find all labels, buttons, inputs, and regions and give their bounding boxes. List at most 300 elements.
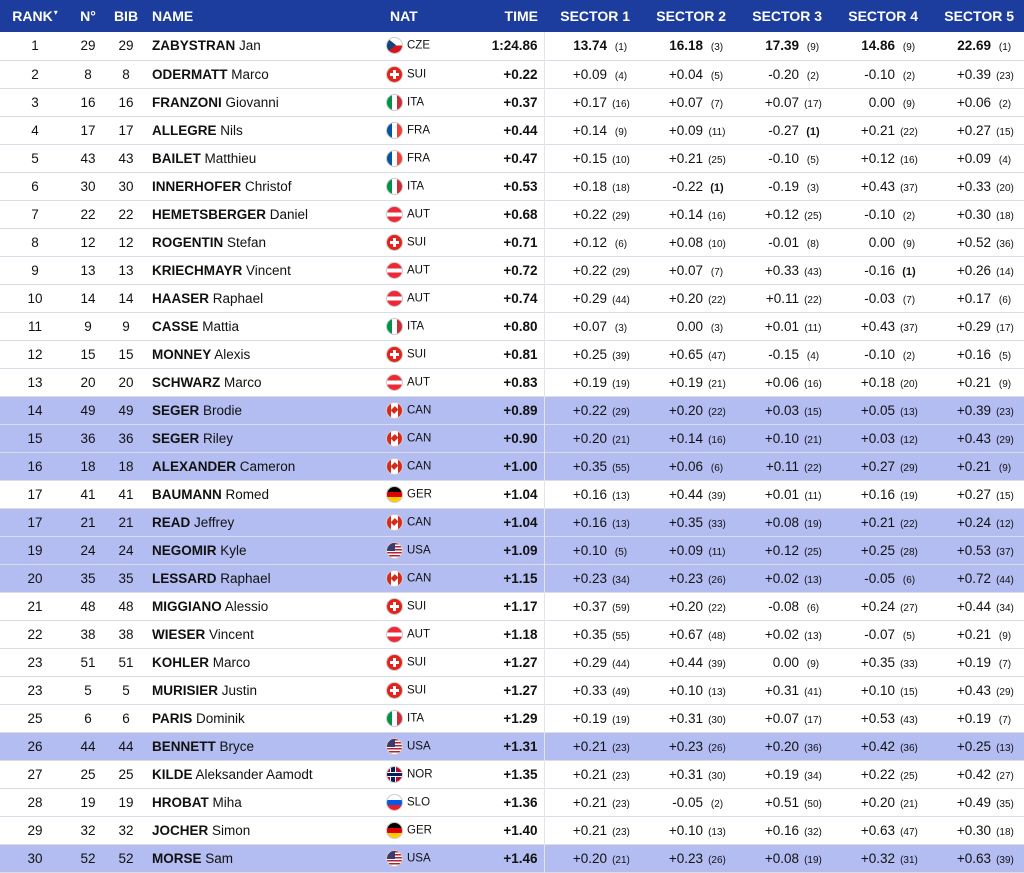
nation-cell (384, 368, 464, 396)
header-sector-5[interactable]: SECTOR 5 (944, 8, 1014, 24)
athlete-name-cell[interactable] (146, 60, 384, 88)
sector-time: +0.10 (764, 430, 799, 446)
sector-1-cell (544, 116, 640, 144)
sector-rank: (23) (612, 798, 630, 810)
number-cell: 32 (80, 822, 96, 838)
sector-4-cell (832, 88, 928, 116)
rank-cell: 17 (27, 514, 43, 530)
bib-cell: 17 (118, 122, 134, 138)
table-row[interactable] (0, 648, 1024, 676)
sector-5-cell (928, 32, 1024, 60)
sector-time: 16.18 (669, 38, 703, 54)
athlete-first-name: Romed (225, 486, 270, 502)
table-row[interactable] (0, 32, 1024, 60)
time-cell: +1.31 (464, 732, 544, 760)
athlete-name-cell[interactable] (146, 788, 384, 816)
number-cell: 17 (80, 122, 96, 138)
flag-sui-icon (386, 66, 403, 83)
sector-rank: (22) (804, 294, 822, 306)
header-bib[interactable]: BIB (113, 8, 139, 24)
sector-rank: (29) (612, 210, 630, 222)
sector-rank: (21) (612, 854, 630, 866)
table-row[interactable] (0, 396, 1024, 424)
sector-rank: (44) (612, 658, 630, 670)
table-row[interactable] (0, 816, 1024, 844)
nation-code: CAN (407, 460, 432, 472)
sector-4-cell (832, 172, 928, 200)
athlete-first-name: Vincent (209, 626, 254, 642)
sector-rank: (39) (708, 490, 726, 502)
athlete-name-cell[interactable] (146, 452, 384, 480)
sort-down-icon[interactable]: ▾ (53, 8, 58, 17)
athlete-name-cell[interactable] (146, 284, 384, 312)
sector-1-cell (544, 340, 640, 368)
sector-time: +0.17 (956, 290, 991, 306)
sector-5-cell (928, 228, 1024, 256)
table-row[interactable] (0, 704, 1024, 732)
sector-rank: (11) (804, 322, 822, 334)
sector-rank: (3) (710, 322, 724, 334)
athlete-name-cell[interactable] (146, 340, 384, 368)
number-cell: 6 (84, 710, 92, 726)
athlete-name-cell[interactable] (146, 704, 384, 732)
table-row[interactable] (0, 844, 1024, 872)
time-cell: +1.29 (464, 704, 544, 732)
bib-cell: 52 (118, 850, 134, 866)
table-row[interactable] (0, 788, 1024, 816)
athlete-name-cell[interactable] (146, 508, 384, 536)
sector-rank: (43) (900, 714, 918, 726)
bib-cell: 12 (118, 234, 134, 250)
table-row[interactable] (0, 676, 1024, 704)
table-row[interactable] (0, 60, 1024, 88)
sector-4-cell (832, 564, 928, 592)
bib-cell: 19 (118, 794, 134, 810)
athlete-name-cell[interactable] (146, 116, 384, 144)
sector-time: -0.08 (768, 598, 799, 614)
sector-rank: (18) (996, 210, 1014, 222)
athlete-first-name: Alexis (214, 346, 251, 362)
sector-time: +0.53 (956, 542, 991, 558)
rank-cell: 30 (27, 850, 43, 866)
sector-rank: (25) (804, 546, 822, 558)
bib-cell: 13 (118, 262, 134, 278)
athlete-name-cell[interactable] (146, 256, 384, 284)
sector-4-cell (832, 760, 928, 788)
header-sector-2[interactable]: SECTOR 2 (656, 8, 726, 24)
sector-rank: (29) (612, 406, 630, 418)
sector-rank: (4) (614, 70, 628, 82)
sector-time: +0.21 (572, 738, 607, 754)
sector-1-cell (544, 760, 640, 788)
time-cell: +1.04 (464, 480, 544, 508)
sector-rank: (20) (996, 182, 1014, 194)
rank-cell: 21 (27, 598, 43, 614)
sector-2-cell (640, 228, 736, 256)
athlete-name-cell[interactable] (146, 592, 384, 620)
sector-rank: (33) (708, 518, 726, 530)
sector-2-cell (640, 676, 736, 704)
sector-rank: (13) (996, 742, 1014, 754)
sector-rank: (25) (708, 154, 726, 166)
sector-2-cell (640, 256, 736, 284)
table-row[interactable] (0, 228, 1024, 256)
athlete-first-name: Miha (212, 794, 242, 810)
sector-5-cell (928, 144, 1024, 172)
sector-time: -0.16 (864, 262, 895, 278)
sector-rank: (22) (708, 406, 726, 418)
number-cell: 41 (80, 486, 96, 502)
sector-2-cell (640, 760, 736, 788)
nation-cell (384, 480, 464, 508)
sector-2-cell (640, 60, 736, 88)
sector-2-cell (640, 340, 736, 368)
nation-cell (384, 144, 464, 172)
sector-3-cell (736, 452, 832, 480)
nation-code: FRA (407, 124, 430, 136)
sector-time: +0.10 (860, 682, 895, 698)
sector-time: +0.25 (956, 738, 991, 754)
nation-code: SLO (407, 796, 431, 808)
sector-time: -0.03 (864, 290, 895, 306)
athlete-last-name: KILDE (152, 766, 193, 782)
sector-time: 17.39 (765, 38, 799, 54)
sector-rank: (16) (900, 154, 918, 166)
sector-time: +0.39 (956, 66, 991, 82)
sector-rank: (28) (900, 546, 918, 558)
sector-rank: (9) (998, 630, 1012, 642)
header-num[interactable]: N° (80, 8, 96, 24)
sector-time: -0.10 (864, 66, 895, 82)
sector-1-cell (544, 172, 640, 200)
athlete-name-cell[interactable] (146, 648, 384, 676)
sector-rank: (2) (902, 350, 916, 362)
sector-rank: (18) (996, 826, 1014, 838)
sector-time: +0.43 (956, 682, 991, 698)
header-sector-4[interactable]: SECTOR 4 (848, 8, 918, 24)
table-row[interactable] (0, 620, 1024, 648)
sector-3-cell (736, 32, 832, 60)
sector-4-cell (832, 116, 928, 144)
sector-2-cell (640, 788, 736, 816)
sector-rank: (26) (708, 742, 726, 754)
table-row[interactable] (0, 760, 1024, 788)
sector-3-cell (736, 116, 832, 144)
header-name[interactable]: NAME (152, 8, 194, 24)
sector-time: +0.08 (764, 514, 799, 530)
sector-rank: (29) (612, 266, 630, 278)
sector-4-cell (832, 256, 928, 284)
sector-time: 14.86 (861, 38, 895, 54)
table-row[interactable] (0, 256, 1024, 284)
athlete-first-name: Cameron (239, 458, 296, 474)
header-nat[interactable]: NAT (390, 8, 418, 24)
sector-time: +0.25 (572, 346, 607, 362)
athlete-name-cell[interactable] (146, 172, 384, 200)
athlete-name-cell[interactable] (146, 732, 384, 760)
nation-cell (384, 424, 464, 452)
number-cell: 52 (80, 850, 96, 866)
sector-time: +0.35 (572, 458, 607, 474)
sector-time: +0.23 (668, 570, 703, 586)
table-row[interactable] (0, 592, 1024, 620)
nation-code: CAN (407, 404, 432, 416)
sector-rank: (6) (710, 462, 724, 474)
athlete-last-name: SEGER (152, 430, 200, 446)
table-row[interactable] (0, 368, 1024, 396)
sector-time: +0.26 (956, 262, 991, 278)
rank-cell: 6 (31, 178, 39, 194)
sector-rank: (44) (612, 294, 630, 306)
sector-2-cell (640, 368, 736, 396)
athlete-first-name: Dominik (196, 710, 245, 726)
sector-1-cell (544, 60, 640, 88)
nation-code: ITA (407, 712, 425, 724)
sector-rank: (14) (996, 266, 1014, 278)
sector-time: -0.05 (672, 794, 703, 810)
sector-time: +0.08 (668, 234, 703, 250)
nation-code: SUI (407, 656, 427, 668)
rank-cell: 14 (27, 402, 43, 418)
sector-time: +0.27 (956, 122, 991, 138)
sector-time: +0.44 (668, 654, 703, 670)
athlete-name-cell[interactable] (146, 816, 384, 844)
sector-rank: (55) (612, 462, 630, 474)
sector-time: +0.52 (956, 234, 991, 250)
sector-rank: (34) (804, 770, 822, 782)
header-sector-3[interactable]: SECTOR 3 (752, 8, 822, 24)
number-cell: 30 (80, 178, 96, 194)
nation-code: AUT (407, 376, 430, 388)
athlete-name-cell[interactable] (146, 844, 384, 872)
table-row[interactable] (0, 452, 1024, 480)
rank-cell: 28 (27, 794, 43, 810)
nation-cell (384, 312, 464, 340)
sector-time: +0.29 (572, 654, 607, 670)
sector-rank: (7) (998, 714, 1012, 726)
sector-rank: (13) (708, 686, 726, 698)
bib-cell: 51 (118, 654, 134, 670)
sector-5-cell (928, 200, 1024, 228)
sector-1-cell (544, 816, 640, 844)
sector-1-cell (544, 704, 640, 732)
nation-cell (384, 592, 464, 620)
flag-sui-icon (386, 234, 403, 251)
athlete-name-cell[interactable] (146, 88, 384, 116)
athlete-first-name: Kyle (220, 542, 247, 558)
sector-rank: (43) (804, 266, 822, 278)
sector-rank: (21) (708, 378, 726, 390)
sector-rank: (47) (900, 826, 918, 838)
sector-3-cell (736, 480, 832, 508)
time-cell: 1:24.86 (464, 32, 544, 60)
sector-time: +0.30 (956, 206, 991, 222)
table-row[interactable] (0, 144, 1024, 172)
table-row[interactable] (0, 88, 1024, 116)
sector-time: +0.09 (668, 542, 703, 558)
sector-time: +0.07 (764, 710, 799, 726)
athlete-name-cell[interactable] (146, 676, 384, 704)
sector-time: +0.20 (668, 598, 703, 614)
sector-2-cell (640, 536, 736, 564)
athlete-last-name: ROGENTIN (152, 234, 224, 250)
bib-cell: 25 (118, 766, 134, 782)
time-cell: +1.04 (464, 508, 544, 536)
flag-cze-icon (386, 37, 403, 54)
athlete-name-cell[interactable] (146, 32, 384, 60)
table-row[interactable] (0, 200, 1024, 228)
athlete-name-cell[interactable] (146, 228, 384, 256)
athlete-name-cell[interactable] (146, 480, 384, 508)
sector-time: -0.10 (864, 206, 895, 222)
sector-2-cell (640, 424, 736, 452)
sector-4-cell (832, 732, 928, 760)
table-row[interactable] (0, 508, 1024, 536)
sector-3-cell (736, 88, 832, 116)
sector-1-cell (544, 564, 640, 592)
sector-rank: (11) (804, 490, 822, 502)
sector-time: +0.23 (572, 570, 607, 586)
table-row[interactable] (0, 480, 1024, 508)
sector-3-cell (736, 844, 832, 872)
sector-rank: (23) (996, 406, 1014, 418)
sector-rank: (1) (614, 42, 628, 54)
header-time[interactable]: TIME (504, 8, 538, 24)
athlete-name-cell[interactable] (146, 312, 384, 340)
time-cell: +0.90 (464, 424, 544, 452)
sector-time: +0.23 (668, 738, 703, 754)
table-row[interactable] (0, 732, 1024, 760)
sector-5-cell (928, 368, 1024, 396)
table-row[interactable] (0, 536, 1024, 564)
athlete-name-cell[interactable] (146, 620, 384, 648)
athlete-name-cell[interactable] (146, 144, 384, 172)
number-cell: 5 (84, 682, 92, 698)
sector-4-cell (832, 788, 928, 816)
sector-rank: (49) (612, 686, 630, 698)
sector-time: +0.19 (572, 710, 607, 726)
flag-aut-icon (386, 626, 403, 643)
sector-time: -0.27 (768, 122, 799, 138)
athlete-name-cell[interactable] (146, 200, 384, 228)
athlete-last-name: FRANZONI (152, 94, 222, 110)
sector-2-cell (640, 312, 736, 340)
athlete-name-cell[interactable] (146, 536, 384, 564)
header-sector-1[interactable]: SECTOR 1 (560, 8, 630, 24)
sector-5-cell (928, 732, 1024, 760)
table-row[interactable] (0, 116, 1024, 144)
sector-3-cell (736, 172, 832, 200)
sector-3-cell (736, 648, 832, 676)
sector-time: +0.04 (668, 66, 703, 82)
sector-3-cell (736, 228, 832, 256)
nation-code: AUT (407, 292, 430, 304)
table-row[interactable] (0, 564, 1024, 592)
nation-code: SUI (407, 600, 427, 612)
nation-cell (384, 788, 464, 816)
athlete-name-cell[interactable] (146, 760, 384, 788)
rank-cell: 11 (27, 318, 42, 334)
sector-rank: (33) (900, 658, 918, 670)
sector-rank: (21) (900, 798, 918, 810)
athlete-first-name: Justin (221, 682, 258, 698)
time-cell: +1.09 (464, 536, 544, 564)
athlete-name-cell[interactable] (146, 564, 384, 592)
sector-1-cell (544, 200, 640, 228)
sector-rank: (1) (710, 181, 724, 194)
sector-time: +0.14 (572, 122, 607, 138)
time-cell: +0.37 (464, 88, 544, 116)
nation-cell (384, 228, 464, 256)
sector-time: +0.06 (764, 374, 799, 390)
nation-cell (384, 256, 464, 284)
bib-cell: 18 (118, 458, 134, 474)
sector-time: +0.12 (764, 206, 799, 222)
athlete-name-cell[interactable] (146, 424, 384, 452)
sector-4-cell (832, 648, 928, 676)
athlete-first-name: Marco (224, 374, 262, 390)
sector-rank: (4) (998, 154, 1012, 166)
sector-rank: (31) (900, 854, 918, 866)
number-cell: 22 (80, 206, 96, 222)
sector-rank: (5) (998, 350, 1012, 362)
time-cell: +0.71 (464, 228, 544, 256)
header-rank[interactable] (0, 0, 70, 32)
sector-rank: (6) (998, 294, 1012, 306)
time-cell: +0.81 (464, 340, 544, 368)
table-row[interactable] (0, 284, 1024, 312)
sector-time: +0.16 (764, 822, 799, 838)
sector-rank: (59) (612, 602, 630, 614)
sector-4-cell (832, 284, 928, 312)
sector-time: +0.24 (860, 598, 895, 614)
table-row[interactable] (0, 172, 1024, 200)
flag-aut-icon (386, 374, 403, 391)
time-cell: +0.80 (464, 312, 544, 340)
sector-time: -0.20 (768, 66, 799, 82)
nation-cell (384, 536, 464, 564)
sector-rank: (9) (902, 238, 916, 250)
flag-slo-icon (386, 794, 403, 811)
sector-time: +0.22 (572, 262, 607, 278)
sector-time: +0.35 (668, 514, 703, 530)
table-row[interactable] (0, 424, 1024, 452)
athlete-name-cell[interactable] (146, 368, 384, 396)
sector-rank: (17) (804, 98, 822, 110)
flag-can-icon (386, 514, 403, 531)
sector-4-cell (832, 536, 928, 564)
sector-rank: (11) (708, 546, 726, 558)
athlete-name-cell[interactable] (146, 396, 384, 424)
sector-time: +0.06 (668, 458, 703, 474)
nation-cell (384, 172, 464, 200)
table-row[interactable] (0, 312, 1024, 340)
sector-time: +0.72 (956, 570, 991, 586)
sector-rank: (13) (612, 490, 630, 502)
sector-rank: (36) (900, 742, 918, 754)
flag-can-icon (386, 570, 403, 587)
nation-code: AUT (407, 208, 430, 220)
table-row[interactable] (0, 340, 1024, 368)
nation-cell (384, 844, 464, 872)
sector-rank: (21) (804, 434, 822, 446)
number-cell: 24 (80, 542, 96, 558)
sector-1-cell (544, 88, 640, 116)
sector-2-cell (640, 732, 736, 760)
time-cell: +1.46 (464, 844, 544, 872)
sector-5-cell (928, 788, 1024, 816)
athlete-first-name: Vincent (246, 262, 291, 278)
